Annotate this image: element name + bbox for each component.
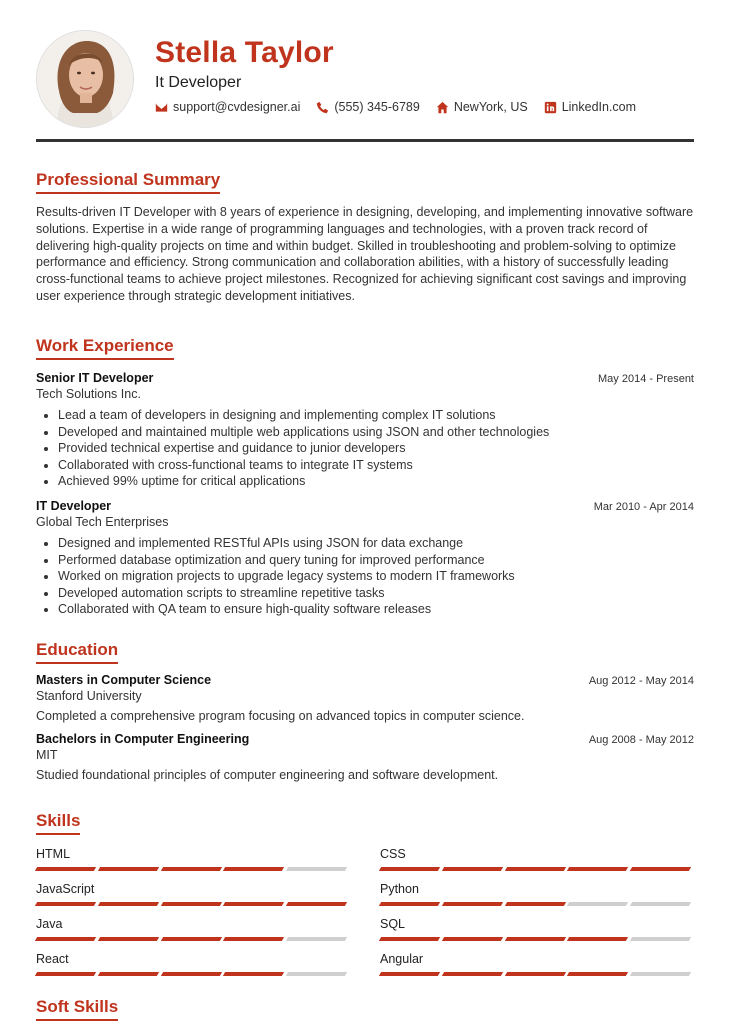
contact-location-text: NewYork, US xyxy=(453,100,528,114)
skill-level-filled xyxy=(223,972,284,976)
skill-level-filled xyxy=(223,902,284,906)
work-section xyxy=(36,336,694,618)
soft-skills-section xyxy=(36,997,694,1021)
skill-level-filled xyxy=(567,937,628,941)
candidate-title: It Developer xyxy=(155,74,242,91)
job-company: Tech Solutions Inc. xyxy=(36,387,141,401)
contact-phone[interactable] xyxy=(316,100,419,114)
contact-email-text: support@cvdesigner.ai xyxy=(173,100,301,114)
skill-level-filled xyxy=(98,972,159,976)
skill-level-filled xyxy=(379,972,440,976)
degree-title: Masters in Computer Science xyxy=(36,673,212,687)
skill-level-filled xyxy=(442,972,503,976)
job-dates: Mar 2010 - Apr 2014 xyxy=(593,500,694,513)
skill-level-empty xyxy=(286,867,347,871)
education-heading: Education xyxy=(36,640,118,664)
education-entry xyxy=(36,732,694,782)
skill-level-bar xyxy=(36,867,350,871)
skill-level-filled xyxy=(98,902,159,906)
skill-name: Java xyxy=(36,917,63,931)
skill-level-bar xyxy=(36,902,350,906)
skill-level-filled xyxy=(160,937,221,941)
job-bullet: • Collaborated with cross-functional teams to integrate IT systems xyxy=(58,457,694,474)
phone-icon xyxy=(316,101,329,114)
education-dates: Aug 2008 - May 2012 xyxy=(588,734,694,746)
skill-level-filled xyxy=(35,972,96,976)
skill-level-filled xyxy=(567,972,628,976)
job-bullet: • Lead a team of developers in designing and implementing complex IT solutions xyxy=(58,407,694,424)
contact-linkedin[interactable] xyxy=(544,100,636,114)
skill-level-filled xyxy=(223,867,284,871)
skill-item xyxy=(36,917,350,952)
skill-level-empty xyxy=(567,902,628,906)
summary-text: Results-driven IT Developer with 8 years of experience in designing, developing, and implementing innovative software solutions. Expertise in a wide range of programming languages and technologies, with a proven track record of delivering high-quality projects on time and within budget. Skilled in troubleshooting and problem-solving to optimize performance and efficiency. Strong communication and collaboration abilities, with a history of successfully leading cross-functional teams to achieve project milestones. Recognized for achieving significant cost savings and improving user experience through strategic development initiatives. xyxy=(36,205,694,303)
skill-level-empty xyxy=(630,937,691,941)
job-bullet: • Achieved 99% uptime for critical applications xyxy=(58,473,694,490)
job-bullet: • Developed automation scripts to streamline repetitive tasks xyxy=(58,585,694,602)
job-company: Global Tech Enterprises xyxy=(36,514,169,529)
job-bullet: • Designed and implemented RESTful APIs using JSON for data exchange xyxy=(58,535,694,552)
skill-name: React xyxy=(36,952,69,966)
skill-level-filled xyxy=(442,937,503,941)
skill-level-filled xyxy=(160,902,221,906)
skill-level-empty xyxy=(630,972,691,976)
job-bullet: • Collaborated with QA team to ensure high-quality software releases xyxy=(58,601,694,618)
contact-list xyxy=(155,100,652,114)
envelope-icon xyxy=(155,101,168,114)
skill-level-filled xyxy=(504,937,565,941)
skill-level-empty xyxy=(286,972,347,976)
skill-level-filled xyxy=(504,867,565,871)
education-entry xyxy=(36,673,694,723)
skills-section xyxy=(36,811,694,987)
skill-level-filled xyxy=(379,937,440,941)
skill-item xyxy=(380,847,694,882)
skill-name: JavaScript xyxy=(36,882,95,896)
skill-level-filled xyxy=(379,902,440,906)
school-name: Stanford University xyxy=(36,689,142,703)
job-entry xyxy=(36,499,694,618)
skill-level-filled xyxy=(442,867,503,871)
skills-grid xyxy=(36,847,694,987)
contact-phone-text: (555) 345-6789 xyxy=(334,100,420,114)
summary-heading: Professional Summary xyxy=(36,170,220,194)
skill-item xyxy=(380,882,694,917)
contact-location xyxy=(436,100,528,114)
skill-level-filled xyxy=(35,867,96,871)
skill-name: HTML xyxy=(36,847,71,861)
skill-item xyxy=(36,882,350,917)
skill-level-filled xyxy=(504,972,565,976)
job-entry xyxy=(36,371,694,490)
skill-level-bar xyxy=(380,972,694,976)
contact-linkedin-text: LinkedIn.com xyxy=(561,100,637,114)
job-bullets xyxy=(36,407,694,490)
skill-level-filled xyxy=(379,867,440,871)
skill-item xyxy=(380,952,694,987)
home-icon xyxy=(436,101,449,114)
skill-level-filled xyxy=(442,902,503,906)
skill-level-filled xyxy=(98,867,159,871)
skill-name: SQL xyxy=(380,917,406,931)
candidate-name: Stella Taylor xyxy=(155,36,334,69)
job-bullets xyxy=(36,535,694,618)
job-bullet: • Developed and maintained multiple web applications using JSON and other technologies xyxy=(58,424,694,441)
skill-level-filled xyxy=(567,867,628,871)
resume-header xyxy=(36,0,694,142)
contact-email[interactable] xyxy=(155,100,300,114)
summary-section xyxy=(36,170,694,305)
avatar xyxy=(36,30,134,128)
skill-level-filled xyxy=(98,937,159,941)
job-title: IT Developer xyxy=(36,498,112,513)
skill-name: Angular xyxy=(380,952,424,966)
education-description: Studied foundational principles of computer engineering and software development. xyxy=(36,768,499,782)
skill-level-filled xyxy=(35,937,96,941)
skill-item xyxy=(380,917,694,952)
skill-level-bar xyxy=(380,902,694,906)
job-bullet: • Performed database optimization and query tuning for improved performance xyxy=(58,552,694,569)
job-bullet: • Provided technical expertise and guidance to junior developers xyxy=(58,440,694,457)
job-title: Senior IT Developer xyxy=(36,371,154,385)
skill-item xyxy=(36,952,350,987)
skill-level-empty xyxy=(286,937,347,941)
skill-level-filled xyxy=(504,902,565,906)
skill-level-filled xyxy=(160,972,221,976)
skill-level-bar xyxy=(36,937,350,941)
degree-title: Bachelors in Computer Engineering xyxy=(36,732,250,746)
linkedin-icon xyxy=(544,101,557,114)
skill-level-bar xyxy=(36,972,350,976)
job-dates: May 2014 - Present xyxy=(598,373,694,385)
skill-level-filled xyxy=(160,867,221,871)
work-heading: Work Experience xyxy=(36,336,174,360)
education-section xyxy=(36,640,694,782)
skill-level-filled xyxy=(286,902,347,906)
education-dates: Aug 2012 - May 2014 xyxy=(588,675,694,687)
skill-name: Python xyxy=(380,882,419,896)
skill-level-bar xyxy=(380,937,694,941)
resume-page xyxy=(36,0,694,1016)
skill-level-filled xyxy=(35,902,96,906)
skills-heading: Skills xyxy=(36,811,80,835)
profile-photo xyxy=(37,31,133,127)
skill-item xyxy=(36,847,350,882)
skill-level-filled xyxy=(630,867,691,871)
school-name: MIT xyxy=(36,748,58,762)
soft-skills-heading: Soft Skills xyxy=(36,997,118,1021)
skill-level-empty xyxy=(630,902,691,906)
education-description: Completed a comprehensive program focusing on advanced topics in computer science. xyxy=(36,709,525,723)
header-divider xyxy=(36,139,694,142)
job-bullet: • Worked on migration projects to upgrade legacy systems to modern IT frameworks xyxy=(58,568,694,585)
skill-name: CSS xyxy=(380,847,406,861)
skill-level-bar xyxy=(380,867,694,871)
skill-level-filled xyxy=(223,937,284,941)
